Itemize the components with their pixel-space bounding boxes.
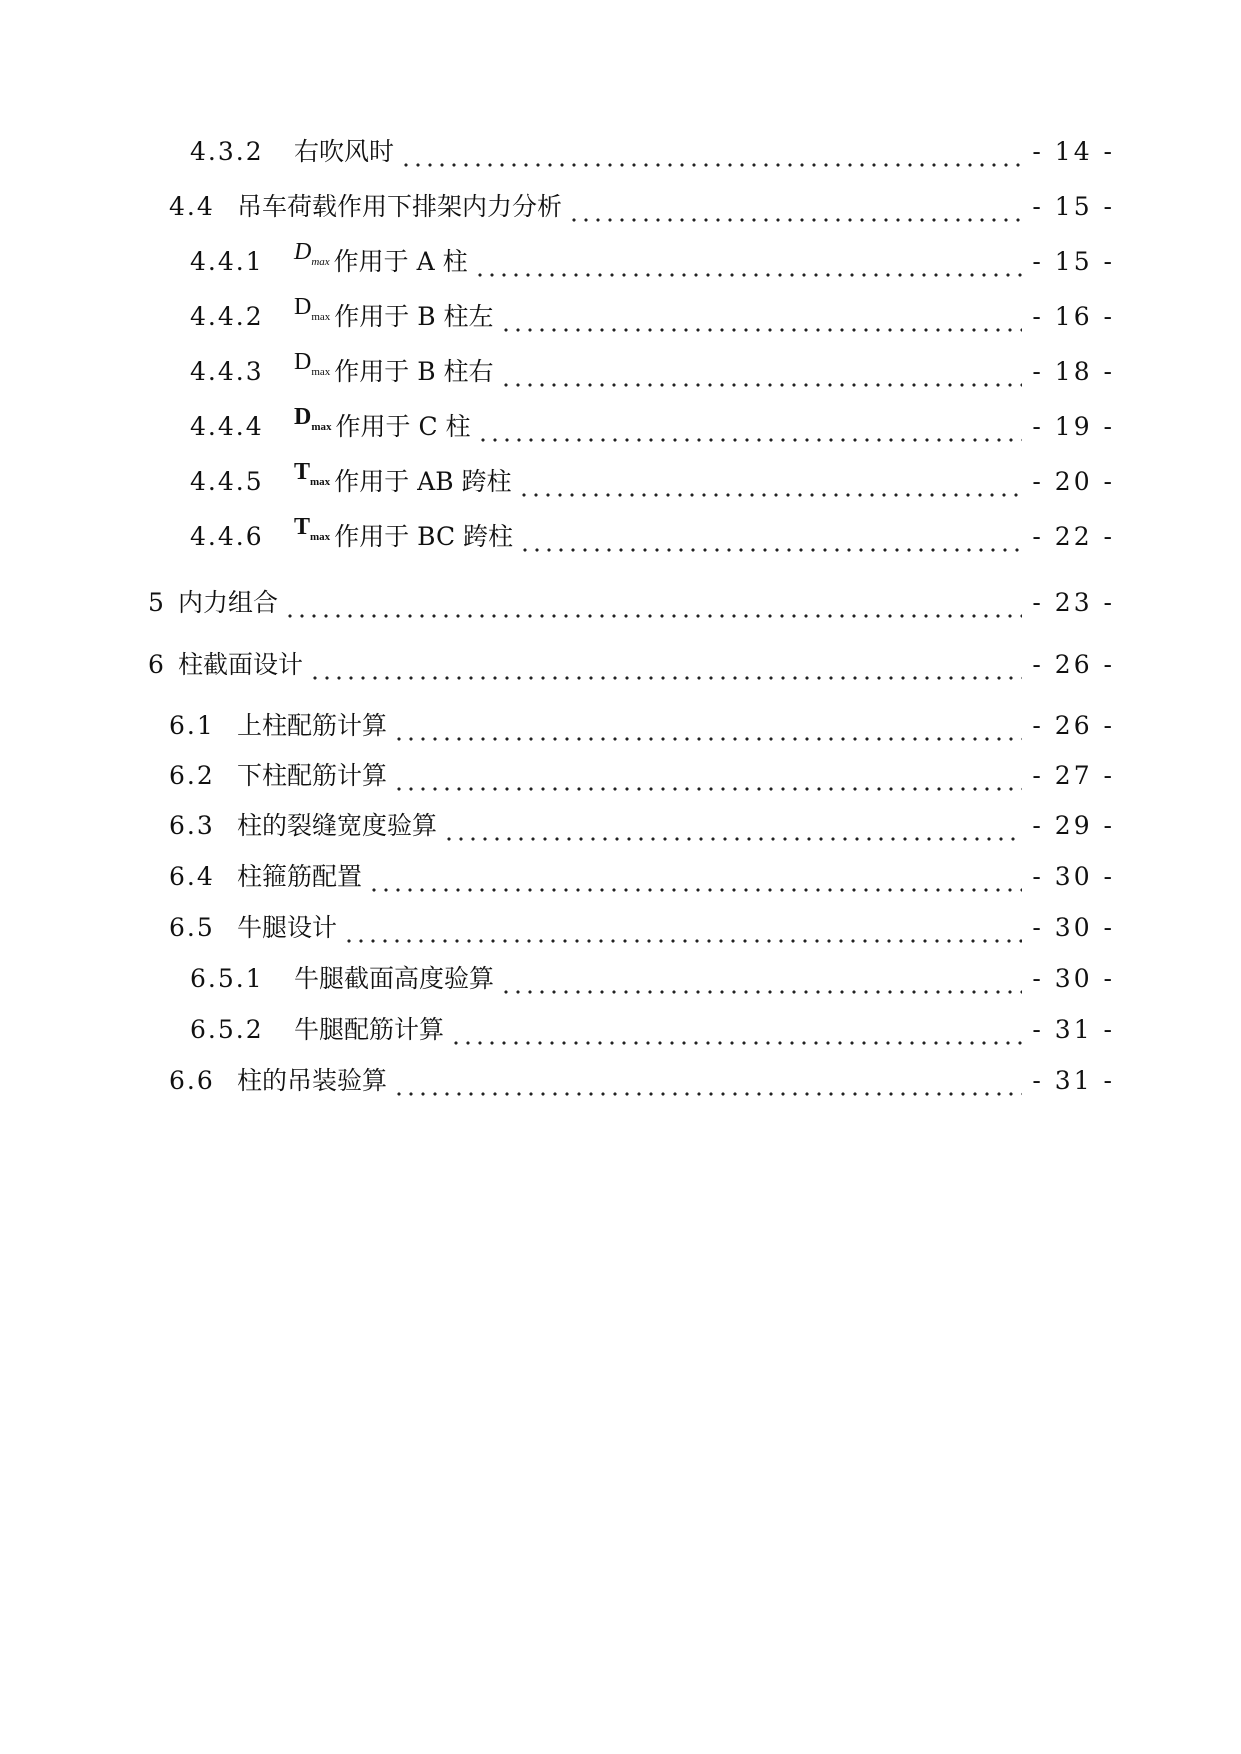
toc-title: 上柱配筋计算	[237, 711, 388, 740]
symbol-subscript: max	[310, 476, 331, 488]
toc-title: 柱箍筋配置	[237, 862, 363, 891]
dot-leader	[368, 857, 1022, 897]
toc-page-number: - 27 -	[1032, 761, 1115, 790]
d-max-symbol	[294, 342, 334, 392]
toc-entry[interactable]	[169, 756, 1115, 796]
symbol-letter: T	[294, 459, 311, 485]
symbol-subscript: max	[310, 531, 331, 543]
toc-title: 作用于 B 柱右	[334, 357, 494, 386]
toc-number: 4.4.4	[190, 412, 264, 441]
dot-leader	[477, 407, 1023, 447]
toc-page-number: - 14 -	[1032, 137, 1115, 166]
toc-title: 牛腿设计	[237, 913, 338, 942]
toc-page-number: - 15 -	[1032, 192, 1115, 221]
symbol-letter: D	[294, 294, 312, 320]
toc-page-number: - 30 -	[1032, 913, 1115, 942]
toc-number: 6.5.2	[190, 1015, 264, 1044]
toc-page-number: - 31 -	[1032, 1015, 1115, 1044]
toc-title: 吊车荷载作用下排架内力分析	[237, 192, 563, 221]
toc-title: 作用于 C 柱	[335, 412, 471, 441]
toc-title: 作用于 AB 跨柱	[334, 467, 512, 496]
dot-leader	[393, 756, 1022, 796]
toc-entry[interactable]	[190, 959, 1115, 999]
t-max-symbol	[294, 452, 334, 502]
toc-page-number: - 30 -	[1032, 862, 1115, 891]
toc-number: 6.5	[169, 913, 215, 942]
toc-entry[interactable]	[190, 294, 1115, 337]
toc-number: 6	[148, 650, 166, 679]
dot-leader	[500, 352, 1023, 392]
toc-page-number: - 22 -	[1032, 522, 1115, 551]
dot-leader	[393, 706, 1022, 746]
symbol-subscript: max	[311, 256, 330, 268]
toc-entry[interactable]	[148, 645, 1115, 685]
toc-number: 4.4.6	[190, 522, 264, 551]
dot-leader	[443, 806, 1022, 846]
toc-page-number: - 16 -	[1032, 302, 1115, 331]
toc-title: 下柱配筋计算	[237, 761, 388, 790]
toc-entry[interactable]	[169, 908, 1115, 948]
toc-entry[interactable]	[190, 239, 1115, 282]
toc-page-number: - 20 -	[1032, 467, 1115, 496]
toc-number: 6.1	[169, 711, 215, 740]
symbol-subscript: max	[311, 311, 331, 323]
toc-entry[interactable]	[190, 404, 1115, 447]
toc-number: 4.4.2	[190, 302, 264, 331]
toc-number: 6.4	[169, 862, 215, 891]
toc-entry[interactable]	[169, 187, 1115, 227]
toc-number: 5	[148, 588, 166, 617]
toc-number: 6.5.1	[190, 964, 264, 993]
toc-number: 6.3	[169, 811, 215, 840]
toc-page-number: - 31 -	[1032, 1066, 1115, 1095]
dot-leader	[309, 645, 1022, 685]
toc-title: 右吹风时	[294, 137, 395, 166]
symbol-letter: T	[294, 514, 311, 540]
toc-page-number: - 15 -	[1032, 247, 1115, 276]
symbol-letter: D	[294, 239, 312, 265]
symbol-letter: D	[294, 349, 312, 375]
toc-title: 内力组合	[178, 588, 279, 617]
toc-page-number: - 19 -	[1032, 412, 1115, 441]
toc-page-number: - 29 -	[1032, 811, 1115, 840]
symbol-subscript: max	[311, 421, 332, 433]
toc-title: 作用于 A 柱	[333, 247, 468, 276]
toc-entry[interactable]	[169, 706, 1115, 746]
d-max-symbol	[294, 287, 334, 337]
dot-leader	[568, 187, 1022, 227]
toc-title: 牛腿截面高度验算	[294, 964, 495, 993]
toc-number: 4.4.3	[190, 357, 264, 386]
toc-title: 柱的裂缝宽度验算	[237, 811, 438, 840]
toc-page-number: - 18 -	[1032, 357, 1115, 386]
dot-leader	[284, 583, 1022, 623]
d-max-symbol	[294, 397, 336, 447]
symbol-subscript: max	[311, 366, 331, 378]
toc-page-number: - 26 -	[1032, 711, 1115, 740]
dot-leader	[519, 517, 1022, 557]
dot-leader	[500, 959, 1022, 999]
dot-leader	[450, 1010, 1022, 1050]
toc-entry[interactable]	[190, 514, 1115, 557]
toc-entry[interactable]	[190, 1010, 1115, 1050]
toc-entry[interactable]	[190, 459, 1115, 502]
toc-page-number: - 26 -	[1032, 650, 1115, 679]
toc-number: 4.4.5	[190, 467, 264, 496]
toc-title: 柱截面设计	[178, 650, 304, 679]
toc-title: 作用于 B 柱左	[334, 302, 494, 331]
toc-number: 6.6	[169, 1066, 215, 1095]
toc-number: 4.3.2	[190, 137, 264, 166]
dot-leader	[474, 242, 1023, 282]
toc-entry[interactable]	[190, 132, 1115, 172]
symbol-letter: D	[294, 404, 312, 430]
d-max-symbol	[294, 232, 334, 282]
toc-entry[interactable]	[190, 349, 1115, 392]
t-max-symbol	[294, 507, 334, 557]
toc-number: 4.4	[169, 192, 215, 221]
toc-title: 作用于 BC 跨柱	[334, 522, 514, 551]
dot-leader	[343, 908, 1022, 948]
toc-entry[interactable]	[169, 806, 1115, 846]
dot-leader	[500, 297, 1023, 337]
toc-entry[interactable]	[148, 583, 1115, 623]
toc-title: 柱的吊装验算	[237, 1066, 388, 1095]
toc-title: 牛腿配筋计算	[294, 1015, 445, 1044]
toc-page-number: - 23 -	[1032, 588, 1115, 617]
dot-leader	[518, 462, 1023, 502]
toc-page-number: - 30 -	[1032, 964, 1115, 993]
dot-leader	[400, 132, 1022, 172]
toc-number: 6.2	[169, 761, 215, 790]
toc-entry[interactable]	[169, 857, 1115, 897]
toc-number: 4.4.1	[190, 247, 264, 276]
dot-leader	[393, 1061, 1022, 1101]
toc-entry[interactable]	[169, 1061, 1115, 1101]
